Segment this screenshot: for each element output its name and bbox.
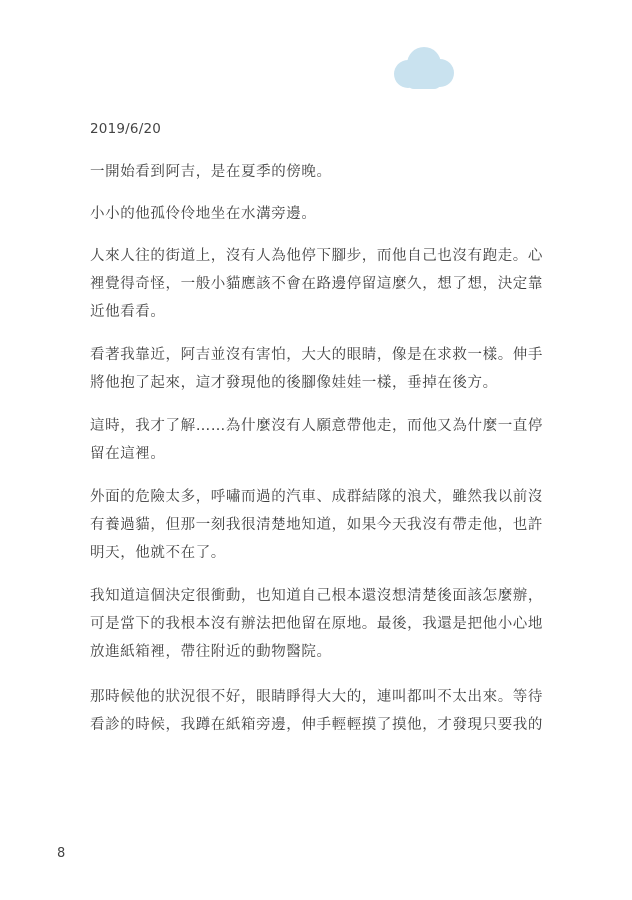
text-line: 那時候他的狀況很不好，眼睛睜得大大的，連叫都叫不太出來。等待 bbox=[90, 689, 543, 705]
paragraph bbox=[90, 483, 560, 567]
entry-date: 2019/6/20 bbox=[90, 121, 162, 137]
text-line: 這時，我才了解……為什麼沒有人願意帶他走，而他又為什麼一直停 bbox=[90, 418, 543, 434]
page-number: 8 bbox=[57, 846, 66, 861]
text-line: 外面的危險太多，呼嘯而過的汽車、成群結隊的浪犬，雖然我以前沒 bbox=[90, 489, 543, 505]
cloud-icon bbox=[388, 44, 458, 94]
text-line: 我知道這個決定很衝動，也知道自己根本還沒想清楚後面該怎麼辦， bbox=[90, 588, 543, 604]
text-line: 將他抱了起來，這才發現他的後腳像娃娃一樣，垂掉在後方。 bbox=[90, 375, 498, 391]
text-line: 一開始看到阿吉，是在夏季的傍晚。 bbox=[90, 164, 332, 180]
text-line: 裡覺得奇怪，一般小貓應該不會在路邊停留這麼久，想了想，決定靠 bbox=[90, 276, 543, 292]
text-line: 明天，他就不在了。 bbox=[90, 545, 226, 561]
paragraph bbox=[90, 341, 560, 397]
text-line: 可是當下的我根本沒有辦法把他留在原地。最後，我還是把他小心地 bbox=[90, 616, 543, 632]
text-line: 看診的時候，我蹲在紙箱旁邊，伸手輕輕摸了摸他，才發現只要我的 bbox=[90, 717, 543, 733]
paragraph bbox=[90, 412, 560, 468]
paragraph bbox=[90, 200, 560, 228]
text-line: 近他看看。 bbox=[90, 304, 166, 320]
text-line: 小小的他孤伶伶地坐在水溝旁邊。 bbox=[90, 206, 317, 222]
paragraph bbox=[90, 242, 560, 326]
text-line: 有養過貓，但那一刻我很清楚地知道，如果今天我沒有帶走他，也許 bbox=[90, 517, 543, 533]
paragraph bbox=[90, 683, 560, 739]
paragraph bbox=[90, 158, 560, 186]
text-line: 看著我靠近，阿吉並沒有害怕，大大的眼睛，像是在求救一樣。伸手 bbox=[90, 347, 543, 363]
paragraph bbox=[90, 582, 560, 666]
text-line: 放進紙箱裡，帶往附近的動物醫院。 bbox=[90, 644, 332, 660]
text-line: 人來人往的街道上，沒有人為他停下腳步，而他自己也沒有跑走。心 bbox=[90, 248, 543, 264]
text-line: 留在這裡。 bbox=[90, 446, 166, 462]
